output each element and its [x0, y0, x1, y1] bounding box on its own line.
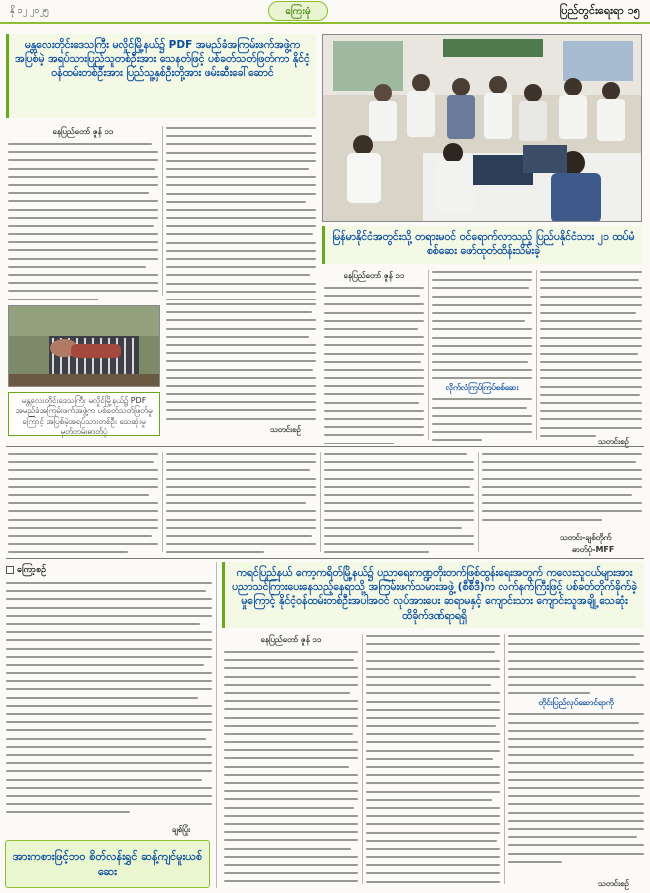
article1-col2-cont — [166, 300, 316, 425]
masthead — [0, 0, 650, 24]
newspaper-logo: ကြေးမုံ — [268, 1, 328, 21]
column-box — [6, 562, 212, 836]
column-divider — [362, 634, 363, 884]
article3-col1 — [8, 450, 158, 556]
section-divider — [6, 558, 644, 559]
article1-body-text — [8, 140, 158, 300]
article1-col2 — [166, 124, 316, 300]
article2-col2 — [432, 268, 532, 444]
column-body-text — [6, 579, 212, 813]
article4-signoff: သတင်းစဉ် — [598, 879, 629, 888]
column-divider — [536, 270, 537, 440]
article2-photo — [322, 34, 642, 222]
section-divider — [6, 446, 644, 447]
column-divider — [162, 126, 163, 296]
article4-body-text-2 — [366, 632, 500, 883]
article1-signoff: သတင်းစဉ် — [270, 425, 301, 434]
photo-icon — [9, 306, 160, 387]
photo-icon — [323, 35, 642, 222]
article2-headline-box — [322, 226, 642, 264]
article1-caption-box — [8, 392, 160, 436]
article2-signoff: သတင်းစဉ် — [598, 437, 629, 446]
column-tag-label: ကြော့စဉ် — [17, 565, 47, 575]
article4-body-text-4 — [508, 710, 644, 862]
article1-byline: နေပြည်တော် ဇူန် ၁၁ — [52, 127, 114, 136]
article4-col2 — [366, 632, 500, 888]
article4-body-text — [224, 648, 358, 882]
article1-headline-box — [6, 34, 316, 118]
article3-signoff: သတင်း-ချစ်တိုက် — [560, 533, 612, 542]
article4-col3 — [508, 632, 644, 888]
column-divider — [478, 452, 479, 552]
issue-date: နို ၁၂ ၂၀၂၅ — [10, 6, 49, 16]
article3-body-text-2 — [166, 450, 316, 553]
article2-col3 — [540, 268, 642, 444]
column-tag — [6, 562, 212, 579]
article3-body-text-4 — [482, 450, 642, 521]
article3-body-text — [8, 450, 158, 553]
article3-col2 — [166, 450, 316, 556]
article1-headline: မန္တလေးတိုင်းဒေသကြီး မလှိုင်မြို့နယ်၌ PDF အမည်ခံအကြမ်းဖက်အဖွဲ့က အပြစ်မဲ့ အရပ်သားပြည်သူတစ်ဦးအား သေနတ်ဖြင့် ပစ်ခတ်သတ်ဖြတ်ကာ နိုင်ငံ့ဝန်ထမ်းတစ်ဦးအား ပြည်သူ့နှစ်ဦးတို့အား ဖမ်းဆီးခေါ်ဆောင် — [15, 39, 310, 80]
column-signoff: ချစ်ပြုံး — [172, 825, 191, 834]
promo-text: အားကစားဖြင့်ဘဝ စိတ်လန်းရွှင် ဆန့်ကျင်မူးယစ်ဆေး — [12, 849, 203, 878]
article4-subhead: တိုင်းပြည်လုပ်ဆောင်ရာကို — [538, 698, 614, 708]
article3-col4 — [482, 450, 642, 530]
checkbox-icon — [6, 566, 14, 574]
article2-col1 — [324, 268, 424, 444]
promo-banner — [5, 840, 210, 888]
column-divider — [216, 562, 217, 888]
article1-col1 — [8, 124, 158, 300]
column-divider — [428, 270, 429, 440]
article1-caption: မန္တလေးတိုင်းဒေသကြီး မလှိုင်မြို့နယ်၌ PDF အမည်ခံအကြမ်းဖက်အဖွဲ့က ပစ်ခတ်သတ်ဖြတ်မှုကြောင့် အပြစ်မဲ့အရပ်သားတစ်ဦး သေဆုံးမှု မှတ်တမ်းဓာတ်ပုံ — [15, 396, 153, 437]
article2-body-text — [324, 284, 424, 444]
article4-col1 — [224, 632, 358, 888]
column-divider — [320, 452, 321, 552]
column-divider — [504, 634, 505, 884]
article4-headline-box — [222, 562, 644, 628]
section-title: ပြည်တွင်းရေးရာ ၁၅ — [559, 4, 640, 17]
column-divider — [162, 452, 163, 552]
article2-byline: နေပြည်တော် ဇူန် ၁၁ — [343, 271, 405, 280]
article4-body-text-3 — [508, 632, 644, 694]
article2-subhead: လိုက်လံကြပ်ကြပ်စစ်ဆေး — [445, 383, 519, 393]
article4-byline: နေပြည်တော် ဇူန် ၁၁ — [260, 635, 322, 644]
article2-headline: မြန်မာနိုင်ငံအတွင်းသို့ တရားမဝင် ဝင်ရောက်လာသည့် ပြည်ပနိုင်ငံသား ၂၁ ထပ်မံစစ်ဆေး ဖော်ထုတ်ထိန်းသိမ်းခဲ့ — [332, 231, 635, 258]
article3-col3 — [324, 450, 474, 556]
article1-photo — [8, 305, 160, 387]
article4-headline: ကရင်ပြည်နယ် ကော့ကရိတ်မြို့နယ်၌ ပညာရေးကဏ္ဍတိုးတက်ဖြစ်ထွန်းရေးအတွက် ကလေးသူငယ်များအား ပညာသင်ကြားပေးနေသည့်နေရာသို့ အကြမ်းဖက်သမားအဖွဲ့ (စီစီဒီ)က လက်နက်ကြီးဖြင့် ပစ်ခတ်တိုက်ခိုက်ခဲ့မှုကြောင့် နိုင်ငံ့ဝန်ထမ်းတစ်ဦးအပါအဝင် လုပ်အားပေး ဆရာမနှင့် ကျောင်းသား ကျောင်းသူအချို့ သေဆုံး ထိခိုက်ဒဏ်ရာရရှိ — [232, 567, 637, 622]
article3-body-text-3 — [324, 450, 474, 553]
article2-body-text-2 — [432, 268, 532, 379]
article3-signoff-photo: ဓာတ်ပုံ-MFF — [572, 545, 615, 554]
article2-body-text-4 — [540, 268, 642, 437]
article1-body-text-2 — [166, 124, 316, 300]
article2-body-text-3 — [432, 395, 532, 441]
article1-body-text-3 — [166, 300, 316, 425]
